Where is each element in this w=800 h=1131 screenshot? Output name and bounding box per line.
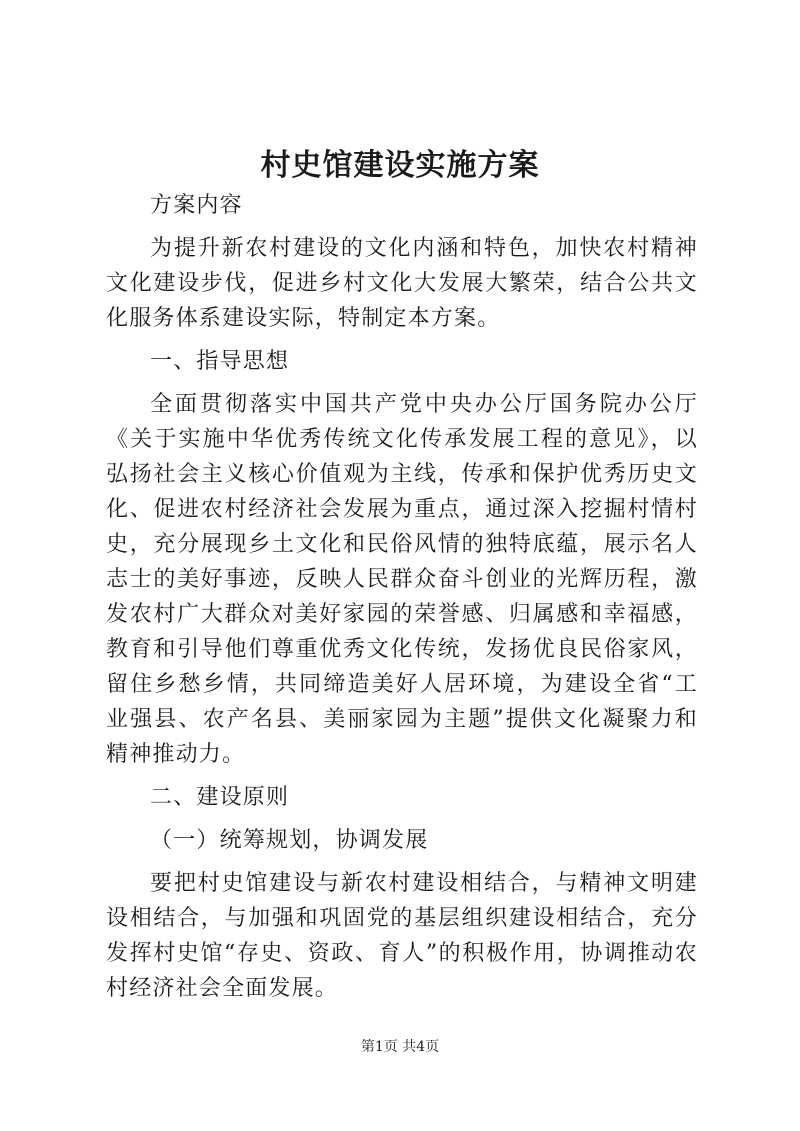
section-label-content: 方案内容 [150,193,243,218]
overall-planning-paragraph: 要把村史馆建设与新农村建设相结合，与精神文明建设相结合，与加强和巩固党的基层组织建设相结合，充分发挥村史馆“存史、资政、育人”的积极作用，协调推动农村经济社会全面发展。 [106,871,698,1001]
document-body [106,188,698,1006]
subheading-overall-planning: （一）统筹规划，协调发展 [150,828,429,853]
intro-paragraph: 为提升新农村建设的文化内涵和特色，加快农村精神文化建设步伐，促进乡村文化大发展大繁荣，结合公共文化服务体系建设实际，特制定本方案。 [106,236,698,331]
heading-guiding-ideology: 一、指导思想 [150,349,290,374]
document-title: 村史馆建设实施方案 [260,148,540,183]
heading-construction-principles: 二、建设原则 [150,785,290,810]
guiding-ideology-paragraph: 全面贯彻落实中国共产党中央办公厅国务院办公厅《关于实施中华优秀传统文化传承发展工程的意见》，以弘扬社会主义核心价值观为主线，传承和保护优秀历史文化、促进农村经济社会发展为重点，通过深入挖掘村情村史，充分展现乡土文化和民俗风情的独特底蕴，展示名人志士的美好事迹，反映人民群众奋斗创业的光辉历程，激发农村广大群众对美好家园的荣誉感、归属感和幸福感，教育和引导他们尊重优秀文化传统，发扬优良民俗家风，留住乡愁乡情，共同缔造美好人居环境，为建设全省“工业强县、农产名县、美丽家园为主题”提供文化凝聚力和精神推动力。 [106,392,698,767]
page-footer: 第1页 共4页 [360,1039,440,1055]
